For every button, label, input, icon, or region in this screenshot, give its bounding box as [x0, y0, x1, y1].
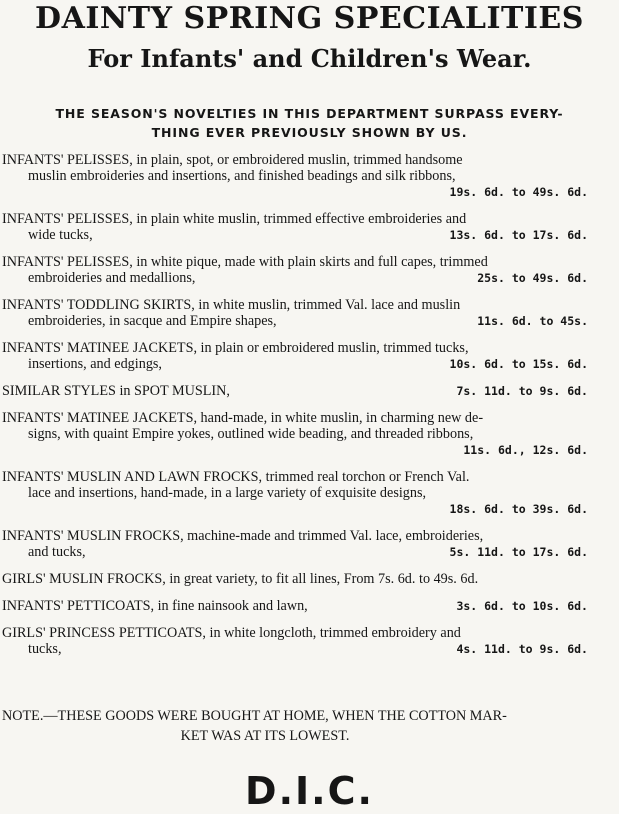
intro-line-1: THE SEASON'S NOVELTIES IN THIS DEPARTMENT SURPASS EVERY- [55, 106, 564, 121]
item-price: 10s. 6d. to 15s. 6d. [449, 357, 588, 371]
item-description-cont: insertions, and edgings, [28, 356, 162, 372]
item-price: 25s. to 49s. 6d. [477, 271, 588, 285]
item-description: INFANTS' PETTICOATS, in fine nainsook and lawn, [2, 598, 308, 614]
list-item [2, 383, 588, 399]
item-description: GIRLS' MUSLIN FROCKS, in great variety, to fit all lines, From 7s. 6d. to 49s. 6d. [2, 571, 479, 587]
note [2, 706, 588, 746]
list-item [2, 598, 588, 614]
item-description-cont: tucks, [28, 641, 62, 657]
item-description-cont: and tucks, [28, 544, 86, 560]
list-item [2, 528, 588, 560]
item-description: INFANTS' PELISSES, in plain, spot, or embroidered muslin, trimmed handsome [2, 152, 463, 168]
item-description-cont: embroideries, in sacque and Empire shapes, [28, 313, 277, 329]
list-item [2, 254, 588, 286]
item-price: 4s. 11d. to 9s. 6d. [456, 642, 588, 656]
intro-text [0, 104, 619, 142]
item-description: INFANTS' MUSLIN FROCKS, machine-made and trimmed Val. lace, embroideries, [2, 528, 484, 544]
item-price: 19s. 6d. to 49s. 6d. [449, 185, 588, 199]
item-description: GIRLS' PRINCESS PETTICOATS, in white longcloth, trimmed embroidery and [2, 625, 461, 641]
note-line-2: KET WAS AT ITS LOWEST. [180, 728, 350, 744]
item-price: 18s. 6d. to 39s. 6d. [449, 502, 588, 516]
note-line-1: NOTE.—THESE GOODS WERE BOUGHT AT HOME, WHEN THE COTTON MAR- [2, 708, 507, 724]
item-description: INFANTS' MUSLIN AND LAWN FROCKS, trimmed real torchon or French Val. [2, 469, 470, 485]
list-item [2, 211, 588, 243]
item-description-cont: embroideries and medallions, [28, 270, 196, 286]
item-description: INFANTS' TODDLING SKIRTS, in white muslin, trimmed Val. lace and muslin [2, 297, 461, 313]
item-description-cont: lace and insertions, hand-made, in a large variety of exquisite designs, [28, 485, 427, 501]
item-description-cont: muslin embroideries and insertions, and finished beadings and silk ribbons, [28, 168, 456, 184]
item-description-cont: signs, with quaint Empire yokes, outlined wide beading, and threaded ribbons, [28, 426, 474, 442]
intro-line-2: THING EVER PREVIOUSLY SHOWN BY US. [151, 125, 468, 140]
item-description: INFANTS' MATINEE JACKETS, hand-made, in white muslin, in charming new de- [2, 410, 484, 426]
list-item [2, 152, 588, 200]
store-logo: D.I.C. [245, 769, 374, 813]
item-price: 7s. 11d. to 9s. 6d. [456, 384, 588, 398]
item-description: INFANTS' PELISSES, in plain white muslin, trimmed effective embroideries and [2, 211, 467, 227]
item-description-cont: wide tucks, [28, 227, 93, 243]
list-item [2, 625, 588, 657]
subheadline: For Infants' and Children's Wear. [87, 44, 532, 73]
item-description: INFANTS' PELISSES, in white pique, made with plain skirts and full capes, trimmed [2, 254, 488, 270]
item-list [2, 152, 588, 668]
item-price: 11s. 6d. to 45s. [477, 314, 588, 328]
list-item [2, 297, 588, 329]
headline: DAINTY SPRING SPECIALITIES [35, 1, 584, 36]
item-price: 13s. 6d. to 17s. 6d. [449, 228, 588, 242]
item-price: 3s. 6d. to 10s. 6d. [456, 599, 588, 613]
list-item [2, 469, 588, 517]
list-item [2, 340, 588, 372]
item-description: INFANTS' MATINEE JACKETS, in plain or embroidered muslin, trimmed tucks, [2, 340, 469, 356]
item-price: 11s. 6d., 12s. 6d. [463, 443, 588, 457]
list-item [2, 571, 588, 587]
item-price: 5s. 11d. to 17s. 6d. [449, 545, 588, 559]
list-item [2, 410, 588, 458]
item-description: SIMILAR STYLES in SPOT MUSLIN, [2, 383, 230, 399]
